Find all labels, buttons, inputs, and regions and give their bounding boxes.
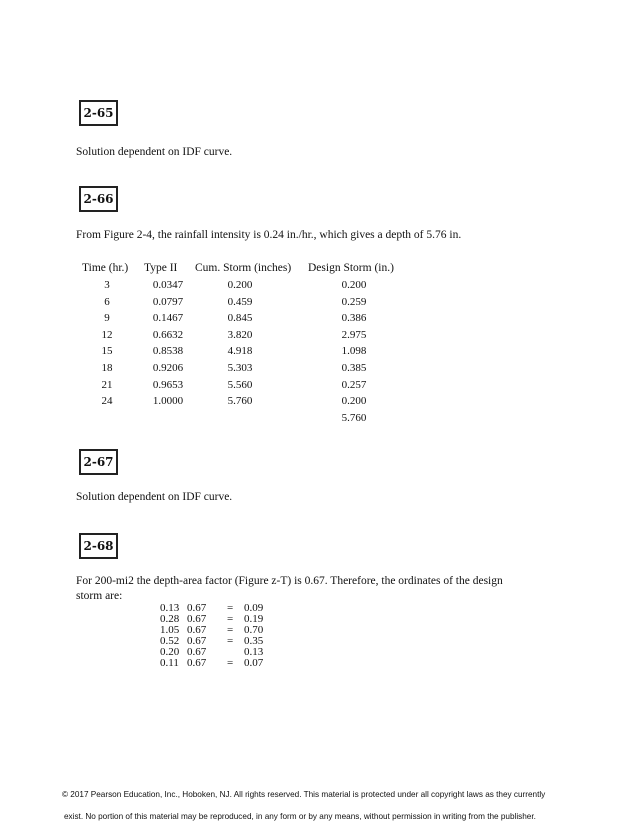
calc-cell: 0.67 <box>187 613 207 625</box>
col-header-design-storm: Design Storm (in.) <box>308 262 394 274</box>
time-column <box>92 277 122 410</box>
calc-cell: 0.07 <box>244 657 264 669</box>
table-cell: 0.459 <box>227 295 253 308</box>
table-cell: 2.975 <box>341 328 367 341</box>
calc-cell: = <box>227 657 234 669</box>
table-cell: 1.0000 <box>152 395 184 408</box>
table-cell: 9 <box>104 312 110 325</box>
table-cell: 0.200 <box>341 279 367 291</box>
depth-area-col-c <box>244 603 263 669</box>
calc-cell: = <box>227 613 234 625</box>
problem-2-68-text-line1: For 200-mi2 the depth-area factor (Figure z-T) is 0.67. Therefore, the ordinates of the design <box>76 575 503 587</box>
problem-label-2-67: 2-67 <box>79 449 118 475</box>
design-storm-column <box>326 277 382 426</box>
table-cell: 5.560 <box>227 378 253 391</box>
calc-cell: 0.13 <box>160 602 180 614</box>
table-cell-total: 5.760 <box>341 411 367 424</box>
table-cell: 6 <box>104 295 110 308</box>
problem-2-68-text-line2: storm are: <box>76 590 123 602</box>
copyright-line-1: © 2017 Pearson Education, Inc., Hoboken, NJ. All rights reserved. This material is protected under all copyright laws as they currently <box>62 790 546 799</box>
table-cell: 1.098 <box>341 345 367 358</box>
table-cell: 5.303 <box>227 361 253 374</box>
problem-2-65-text: Solution dependent on IDF curve. <box>76 146 233 158</box>
problem-label-2-65: 2-65 <box>79 100 118 126</box>
calc-cell: 0.52 <box>160 635 180 647</box>
calc-cell: 0.19 <box>244 613 264 625</box>
cum-storm-column <box>212 277 268 410</box>
table-cell: 21 <box>101 378 113 391</box>
table-cell: 18 <box>101 361 113 374</box>
table-cell: 15 <box>101 345 113 358</box>
calc-cell: 0.67 <box>187 624 207 636</box>
calc-cell: 0.70 <box>244 624 264 636</box>
table-cell: 4.918 <box>227 345 253 358</box>
calc-cell: 0.28 <box>160 613 180 625</box>
table-cell: 0.257 <box>341 378 367 391</box>
problem-label-2-68: 2-68 <box>79 533 118 559</box>
depth-area-col-eq <box>227 603 233 669</box>
calc-cell: 1.05 <box>160 624 180 636</box>
col-header-type-ii: Type II <box>144 262 178 274</box>
table-cell: 0.6632 <box>152 328 184 341</box>
calc-cell: = <box>227 624 234 636</box>
table-cell: 0.8538 <box>152 345 184 358</box>
calc-cell: 0.20 <box>160 646 180 658</box>
table-cell: 0.200 <box>227 279 253 291</box>
copyright-line-2: exist. No portion of this material may be reproduced, in any form or by any means, without permission in writing from the publisher. <box>64 812 536 821</box>
calc-cell: 0.67 <box>187 657 207 669</box>
table-cell: 3.820 <box>227 328 253 341</box>
table-cell: 24 <box>101 395 113 408</box>
table-cell: 0.386 <box>341 312 367 325</box>
table-cell: 0.1467 <box>152 312 184 325</box>
calc-cell: = <box>227 602 234 614</box>
problem-2-67-text: Solution dependent on IDF curve. <box>76 491 233 503</box>
calc-cell: 0.67 <box>187 602 207 614</box>
calc-cell: 0.09 <box>244 602 264 614</box>
depth-area-col-a <box>160 603 179 669</box>
problem-label-2-66: 2-66 <box>79 186 118 212</box>
calc-cell: 0.35 <box>244 635 264 647</box>
table-cell: 5.760 <box>227 395 253 408</box>
calc-cell: 0.13 <box>244 646 264 658</box>
type-ii-column <box>140 277 196 410</box>
col-header-cum-storm: Cum. Storm (inches) <box>195 262 292 274</box>
table-cell: 0.9206 <box>152 361 184 374</box>
table-cell: 12 <box>101 328 113 341</box>
table-cell: 0.200 <box>341 395 367 408</box>
table-cell: 0.259 <box>341 295 367 308</box>
calc-cell: 0.67 <box>187 635 207 647</box>
calc-cell: 0.67 <box>187 646 207 658</box>
depth-area-col-b <box>187 603 206 669</box>
col-header-time: Time (hr.) <box>82 262 129 274</box>
table-cell: 0.0797 <box>152 295 184 308</box>
calc-cell: 0.11 <box>160 657 179 669</box>
table-cell: 0.845 <box>227 312 253 325</box>
calc-cell: = <box>227 635 234 647</box>
table-cell: 0.9653 <box>152 378 184 391</box>
table-cell: 0.0347 <box>152 279 184 291</box>
table-cell: 3 <box>104 279 110 291</box>
problem-2-66-text: From Figure 2-4, the rainfall intensity is 0.24 in./hr., which gives a depth of 5.76 in. <box>76 229 462 241</box>
table-cell: 0.385 <box>341 361 367 374</box>
